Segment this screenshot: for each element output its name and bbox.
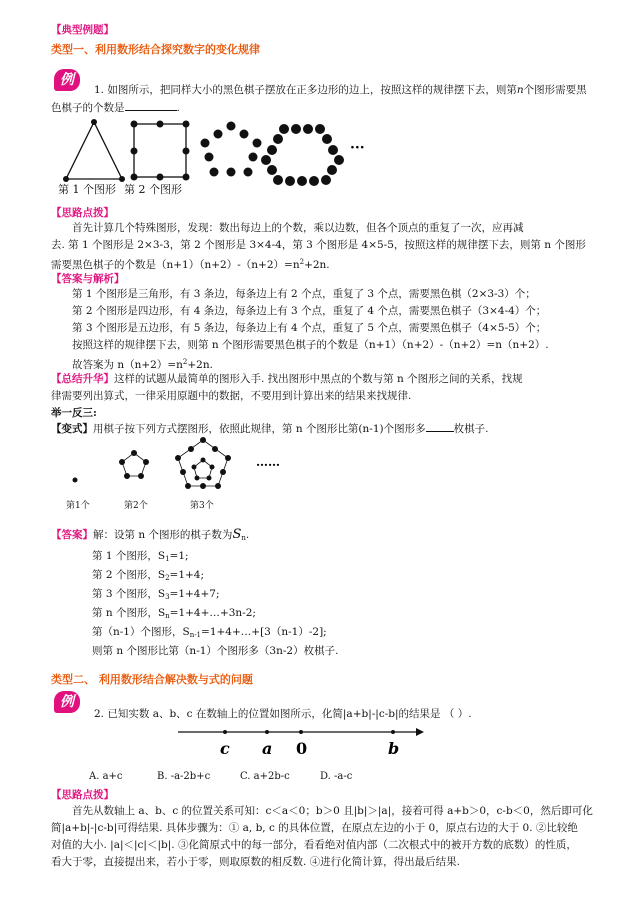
pentagon-shape xyxy=(201,122,262,177)
option-b[interactable]: B. -a-2b+c xyxy=(157,771,211,782)
summary-line2: 律需要列出算式，一律采用原题中的数据，不要用到计算出来的结果来找规律. xyxy=(51,390,412,402)
variant-caption-1: 第1个 xyxy=(66,501,90,511)
hint2-line: 对值的大小. |a|＜|c|＜|b|. ③化简原式中的每一部分，看看绝对值内部（二次根式中的被开方数的底数）的性质， xyxy=(51,839,577,851)
answer-blank[interactable] xyxy=(125,100,177,111)
step-text: 第 3 个图形，S xyxy=(92,588,166,600)
q1-line2-end: . xyxy=(176,102,180,114)
subscript: 3 xyxy=(165,593,170,601)
variant-answer-step xyxy=(92,548,189,563)
q1-var: n xyxy=(516,84,524,96)
figure-ellipsis: ··· xyxy=(350,140,365,156)
variant-answer-tag: 【答案】 xyxy=(51,529,93,541)
variant-ellipsis: …… xyxy=(256,455,280,469)
axis-label-b: b xyxy=(388,739,400,758)
chess-piece xyxy=(91,119,97,125)
variant-figures xyxy=(60,436,320,496)
q1-line2-text: 色棋子的个数是 xyxy=(51,102,125,114)
answer-line: 第 2 个图形是四边形，有 4 条边，每条边上有 3 个点，重复了 4 个点，需要黑色棋子（3×4-4）个； xyxy=(72,305,547,317)
option-a[interactable]: A. a+c xyxy=(89,771,123,782)
variant-text: 用棋子按下列方式摆图形，依照此规律，第 n 个图形比第(n-1)个图形多 xyxy=(93,423,426,435)
q1-text: 1. 如图所示，把同样大小的黑色棋子摆放在正多边形的边上，按照这样的规律摆下去，则第 xyxy=(94,84,517,96)
variant-answer-step xyxy=(92,586,220,601)
answer-tag: 【答案与解析】 xyxy=(51,273,125,285)
variant-answer-step xyxy=(92,624,327,639)
subscript: n-1 xyxy=(189,631,202,639)
answer-final-text: 故答案为 n（n+2）=n xyxy=(72,359,183,371)
variant-caption-2: 第2个 xyxy=(124,501,148,511)
summary-line1 xyxy=(51,371,523,388)
section-label: 【典型例题】 xyxy=(51,24,114,36)
subscript: n xyxy=(165,612,170,620)
step-text: 第 n 个图形，S xyxy=(92,607,166,619)
q1-text-end: 个图形需要黑 xyxy=(523,84,587,96)
number-line xyxy=(170,724,430,764)
step-text-end: =1; xyxy=(169,550,189,562)
fig-caption-2: 第 2 个图形 xyxy=(124,183,182,196)
variant-answer-end: . xyxy=(245,529,250,541)
answer-final-end: +2n. xyxy=(187,359,213,371)
q1-line2 xyxy=(51,100,180,115)
step-text-end: =1+4+7; xyxy=(169,588,220,600)
type1-heading: 类型一、利用数形结合探究数字的变化规律 xyxy=(51,43,260,56)
variant-blank[interactable] xyxy=(426,421,454,432)
variant-tag: 【变式】 xyxy=(51,423,93,435)
subscript: n xyxy=(241,534,246,542)
subscript: 1 xyxy=(165,555,170,563)
variant-answer-step xyxy=(92,605,256,620)
axis-arrow xyxy=(416,728,424,736)
step-text-end: =1+4+…+[3（n-1）-2]; xyxy=(201,626,327,638)
fig-caption-1: 第 1 个图形 xyxy=(58,183,116,196)
subscript: 2 xyxy=(165,574,170,582)
step-text: 则第 n 个图形比第（n-1）个图形多（3n-2）枚棋子. xyxy=(92,645,339,657)
hint-tag: 【思路点拨】 xyxy=(51,207,114,219)
axis-label-a: a xyxy=(262,739,273,758)
q1-line1 xyxy=(94,82,587,97)
step-text: 第 1 个图形，S xyxy=(92,550,166,562)
axis-label-zero: 0 xyxy=(296,739,308,758)
hint2-line: 简|a+b|-|c-b|可得结果. 具体步骤为：① a, b, c 的具体位置，在原点左边的小于 0，原点右边的大于 0. ②比较绝 xyxy=(51,822,578,834)
variant-answer-text: 解：设第 n 个图形的棋子数为 xyxy=(93,529,233,541)
variant-caption-3: 第3个 xyxy=(190,501,214,511)
answer-line: 第 3 个图形是五边形，有 5 条边，每条边上有 4 个点，重复了 5 个点，需要黑色棋子（4×5-5）个； xyxy=(72,322,547,334)
step-text: 第（n-1）个图形，S xyxy=(92,626,190,638)
answer-line: 按照这样的规律摆下去，则第 n 个图形需要黑色棋子的个数是（n+1）（n+2）-（n+2）=n（n+2）. xyxy=(72,339,549,351)
q2-text: 2. 已知实数 a、b、c 在数轴上的位置如图所示，化简|a+b|-|c-b|的结果是 （ ）. xyxy=(94,708,472,720)
hint2-line: 首先从数轴上 a、b、c 的位置关系可知：c＜a＜0；b＞0 且|b|＞|a|，接着可得 a+b＞0，c-b＜0，然后即可化 xyxy=(72,805,593,817)
summary-tag: 【总结升华】 xyxy=(51,373,114,385)
axis-label-c: c xyxy=(220,739,230,758)
hint-line3-text: 需要黑色棋子的个数是（n+1）（n+2）-（n+2）=n xyxy=(51,259,300,271)
var-s: S xyxy=(232,527,242,542)
superscript: 2 xyxy=(299,258,305,266)
step-text: 第 2 个图形，S xyxy=(92,569,166,581)
answer-line: 第 1 个图形是三角形，有 3 条边，每条边上有 2 个点，重复了 3 个点，需要黑色棋（2×3-3）个； xyxy=(72,288,536,300)
square-shape xyxy=(134,124,186,177)
hint2-line: 看大于零，直接提出来，若小于零，则取原数的相反数. ④进行化简计算，得出最后结果. xyxy=(51,856,461,868)
superscript: 2 xyxy=(182,358,188,366)
type2-heading: 类型二、 利用数形结合解决数与式的问题 xyxy=(51,673,253,686)
hexagon-shape xyxy=(261,124,344,186)
variant-answer xyxy=(51,527,249,542)
option-d[interactable]: D. -a-c xyxy=(320,771,353,782)
example-badge: 例 xyxy=(54,69,80,91)
hint-line: 首先计算几个特殊图形，发现：数出每边上的个数，乘以边数，但各个顶点的重复了一次，应再减 xyxy=(72,222,524,234)
option-c[interactable]: C. a+2b-c xyxy=(240,771,290,782)
practice-heading: 举一反三: xyxy=(51,407,97,419)
triangle-shape xyxy=(66,122,122,179)
hint-tag-2: 【思路点拨】 xyxy=(51,789,114,801)
variant-answer-step xyxy=(92,643,338,658)
summary-text: 这样的试题从最简单的图形入手. 找出图形中黑点的个数与第 n 个图形之间的关系，找规 xyxy=(114,373,523,385)
example-badge-2: 例 xyxy=(54,691,80,713)
hint-line: 去. 第 1 个图形是 2×3-3，第 2 个图形是 3×4-4，第 3 个图形是 4×5-5，按照这样的规律摆下去，则第 n 个图形 xyxy=(51,239,586,251)
hint-line3-end: +2n. xyxy=(304,259,330,271)
step-text-end: =1+4; xyxy=(169,569,205,581)
variant-answer-step xyxy=(92,567,204,582)
step-text-end: =1+4+…+3n-2; xyxy=(169,607,256,619)
variant-text-end: 枚棋子. xyxy=(453,423,489,435)
